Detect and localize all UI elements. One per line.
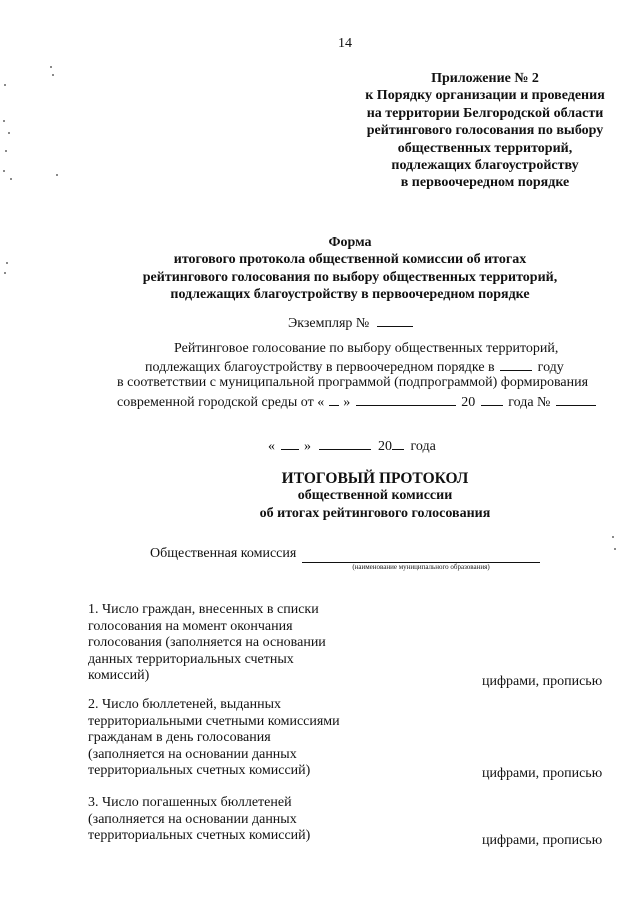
- protocol-item-2: [88, 697, 368, 780]
- item-line: голосования (заполняется на основании: [88, 635, 326, 651]
- protocol-subtitle: общественной комиссии: [297, 488, 453, 504]
- intro-text: современной городской среды от «: [117, 395, 325, 410]
- form-title-line: итогового протокола общественной комиссии об итогах: [173, 252, 527, 268]
- item-2-value-hint: цифрами, прописью: [482, 766, 603, 781]
- exemplar-label: Экземпляр №: [288, 316, 370, 331]
- intro-text: подлежащих благоустройству в первоочередном порядке в: [145, 360, 495, 375]
- item-line: 2. Число бюллетеней, выданных: [88, 697, 281, 712]
- intro-text: года №: [508, 395, 551, 410]
- page-number: 14: [338, 36, 352, 51]
- item-line: территориальными счетными комиссиями: [88, 713, 340, 729]
- year-blank: [481, 393, 503, 406]
- intro-line-4: [117, 393, 596, 411]
- date-open-quote: «: [268, 439, 275, 454]
- commission-caption: (наименование муниципального образования): [352, 563, 490, 571]
- appendix-line: общественных территорий,: [397, 140, 573, 156]
- year-blank: [500, 358, 532, 371]
- year-blank: [392, 437, 404, 450]
- item-line: (заполняется на основании данных: [88, 811, 297, 827]
- item-line: гражданам в день голосования: [88, 730, 271, 746]
- month-blank: [356, 393, 456, 406]
- appendix-line: Приложение № 2: [431, 71, 539, 86]
- item-line: данных территориальных счетных: [88, 651, 294, 667]
- date-year-suffix: года: [410, 439, 436, 454]
- month-blank: [319, 437, 371, 450]
- appendix-line: рейтингового голосования по выбору: [366, 123, 604, 139]
- item-line: комиссий): [88, 668, 150, 684]
- appendix-line: на территории Белгородской области: [366, 105, 604, 121]
- item-line: голосования на момент окончания: [88, 618, 293, 634]
- program-number-blank: [556, 393, 596, 406]
- protocol-item-1: [88, 602, 368, 685]
- intro-line-3: в соответствии с муниципальной программой (подпрограммой) формирования: [117, 375, 589, 390]
- intro-text: »: [343, 395, 351, 410]
- appendix-line: к Порядку организации и проведения: [365, 88, 605, 104]
- intro-line-1: Рейтинговое голосование по выбору общественных территорий,: [174, 341, 559, 356]
- date-year-prefix: 20: [378, 439, 392, 454]
- item-line: территориальных счетных комиссий): [88, 828, 311, 844]
- appendix-line: в первоочередном порядке: [400, 175, 570, 191]
- intro-text: 20: [461, 395, 476, 410]
- item-3-value-hint: цифрами, прописью: [482, 833, 603, 848]
- day-blank: [281, 437, 299, 450]
- protocol-title: ИТОГОВЫЙ ПРОТОКОЛ: [281, 470, 469, 487]
- item-1-value-hint: цифрами, прописью: [482, 674, 603, 689]
- appendix-header: [350, 70, 620, 192]
- date-line: [268, 437, 436, 455]
- intro-text: году: [537, 360, 564, 375]
- appendix-line: подлежащих благоустройству: [391, 158, 579, 174]
- item-line: территориальных счетных комиссий): [88, 763, 311, 779]
- item-line: 3. Число погашенных бюллетеней: [88, 795, 292, 810]
- protocol-heading: [180, 470, 570, 522]
- exemplar-number-blank: [377, 314, 413, 327]
- day-blank: [329, 393, 339, 406]
- intro-line-2: [145, 358, 564, 376]
- item-line: (заполняется на основании данных: [88, 746, 297, 762]
- form-title-line: Форма: [328, 235, 372, 250]
- date-close-quote: »: [304, 439, 311, 454]
- item-line: 1. Число граждан, внесенных в списки: [88, 602, 319, 617]
- commission-label: Общественная комиссия: [150, 546, 297, 561]
- protocol-item-3: [88, 795, 368, 845]
- form-title-line: подлежащих благоустройству в первоочередном порядке: [170, 287, 530, 303]
- form-title: [130, 234, 570, 304]
- protocol-subtitle: об итогах рейтингового голосования: [259, 505, 491, 521]
- exemplar-line: [288, 314, 413, 332]
- form-title-line: рейтингового голосования по выбору общественных территорий,: [142, 269, 558, 285]
